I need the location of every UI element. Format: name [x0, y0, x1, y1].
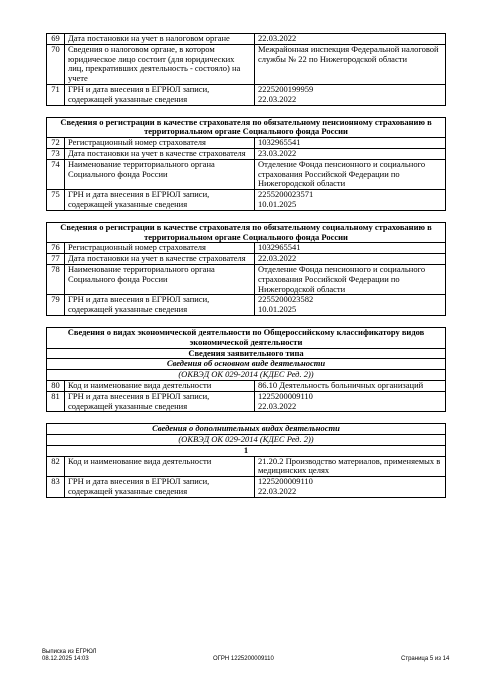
row-number: 81	[47, 391, 65, 412]
row-label: ГРН и дата внесения в ЕГРЮЛ записи, содержащей указанные сведения	[65, 477, 255, 498]
table-row	[47, 264, 446, 294]
row-number: 77	[47, 254, 65, 265]
row-number: 76	[47, 243, 65, 254]
table-row	[47, 380, 446, 391]
footer-date: 08.12.2025 14:03	[42, 656, 89, 662]
okved-additional-index-row	[47, 445, 446, 456]
okved-section-heading: Сведения о видах экономической деятельности по Общероссийскому классификатору видов экономической деятельности	[47, 327, 446, 348]
row-label: Код и наименование вида деятельности	[65, 456, 255, 477]
row-label: Дата постановки на учет в налоговом органе	[65, 34, 255, 45]
row-number: 82	[47, 456, 65, 477]
spacer	[47, 315, 446, 327]
row-value: 2255200023571 10.01.2025	[255, 190, 446, 211]
row-value: 21.20.2 Производство материалов, применяемых в медицинских целях	[255, 456, 446, 477]
table-row	[47, 391, 446, 412]
row-label: Регистрационный номер страхователя	[65, 138, 255, 149]
pension-section-heading-row	[47, 117, 446, 138]
footer-ogrn: ОГРН 1225200009110	[213, 656, 274, 662]
table-row	[47, 295, 446, 316]
spacer	[47, 210, 446, 222]
table-row	[47, 34, 446, 45]
okved-main-title-row	[47, 359, 446, 370]
row-value: Межрайонная инспекция Федеральной налоговой службы № 22 по Нижегородской области	[255, 44, 446, 84]
row-value: 86.10 Деятельность больничных организаций	[255, 380, 446, 391]
table-row	[47, 456, 446, 477]
row-value: 2225200199959 22.03.2022	[255, 84, 446, 105]
okved-additional-title: Сведения о дополнительных видах деятельности	[47, 424, 446, 435]
okved-additional-index: 1	[47, 445, 446, 456]
okved-main-title: Сведения об основном виде деятельности	[47, 359, 446, 370]
row-label: Наименование территориального органа Социального фонда России	[65, 264, 255, 294]
table-row	[47, 159, 446, 189]
row-value: 22.03.2022	[255, 254, 446, 265]
table-row	[47, 138, 446, 149]
row-number: 79	[47, 295, 65, 316]
row-value: Отделение Фонда пенсионного и социального страхования Российской Федерации по Нижегородской области	[255, 159, 446, 189]
footer-doc-title: Выписка из ЕГРЮЛ	[42, 649, 97, 655]
row-label: Дата постановки на учет в качестве страхователя	[65, 254, 255, 265]
row-value: 1032965541	[255, 138, 446, 149]
egrul-extract-table	[46, 33, 446, 498]
row-label: Регистрационный номер страхователя	[65, 243, 255, 254]
row-number: 70	[47, 44, 65, 84]
row-value: 22.03.2022	[255, 34, 446, 45]
table-row	[47, 84, 446, 105]
okved-reg-type-row	[47, 348, 446, 359]
spacer-row	[47, 105, 446, 117]
row-value: 2255200023582 10.01.2025	[255, 295, 446, 316]
row-number: 74	[47, 159, 65, 189]
okved-additional-code-row	[47, 435, 446, 446]
table-row	[47, 148, 446, 159]
row-value: 1225200009110 22.03.2022	[255, 391, 446, 412]
table-row	[47, 477, 446, 498]
row-number: 73	[47, 148, 65, 159]
okved-main-code-row	[47, 370, 446, 381]
okved-additional-code: (ОКВЭД ОК 029-2014 (КДЕС Ред. 2))	[47, 435, 446, 446]
okved-main-code: (ОКВЭД ОК 029-2014 (КДЕС Ред. 2))	[47, 370, 446, 381]
spacer-row	[47, 412, 446, 424]
footer-page-number: Страница 5 из 14	[401, 656, 450, 662]
row-label: ГРН и дата внесения в ЕГРЮЛ записи, содержащей указанные сведения	[65, 84, 255, 105]
row-number: 78	[47, 264, 65, 294]
row-label: Код и наименование вида деятельности	[65, 380, 255, 391]
okved-additional-title-row	[47, 424, 446, 435]
table-row	[47, 44, 446, 84]
social-section-heading-row	[47, 222, 446, 243]
table-row	[47, 254, 446, 265]
spacer	[47, 105, 446, 117]
row-label: ГРН и дата внесения в ЕГРЮЛ записи, содержащей указанные сведения	[65, 391, 255, 412]
table-row	[47, 243, 446, 254]
spacer	[47, 412, 446, 424]
row-number: 75	[47, 190, 65, 211]
okved-reg-type: Сведения заявительного типа	[47, 348, 446, 359]
row-number: 83	[47, 477, 65, 498]
spacer-row	[47, 315, 446, 327]
pension-section-heading: Сведения о регистрации в качестве страхователя по обязательному пенсионному страхованию в территориальном органе Социального фонда России	[47, 117, 446, 138]
footer-left	[42, 649, 96, 663]
row-value: 1032965541	[255, 243, 446, 254]
row-number: 71	[47, 84, 65, 105]
row-value: Отделение Фонда пенсионного и социального страхования Российской Федерации по Нижегородской области	[255, 264, 446, 294]
table-row	[47, 190, 446, 211]
okved-section-heading-row	[47, 327, 446, 348]
row-label: Дата постановки на учет в качестве страхователя	[65, 148, 255, 159]
row-number: 69	[47, 34, 65, 45]
row-number: 72	[47, 138, 65, 149]
row-label: Наименование территориального органа Социального фонда России	[65, 159, 255, 189]
row-value: 1225200009110 22.03.2022	[255, 477, 446, 498]
row-label: ГРН и дата внесения в ЕГРЮЛ записи, содержащей указанные сведения	[65, 295, 255, 316]
row-number: 80	[47, 380, 65, 391]
row-value: 23.03.2022	[255, 148, 446, 159]
social-section-heading: Сведения о регистрации в качестве страхователя по обязательному социальному страхованию в территориальном органе Социального фонда России	[47, 222, 446, 243]
row-label: Сведения о налоговом органе, в котором юридическое лицо состоит (для юридических лиц, прекративших деятельность - состояло) на учете	[65, 44, 255, 84]
spacer-row	[47, 210, 446, 222]
row-label: ГРН и дата внесения в ЕГРЮЛ записи, содержащей указанные сведения	[65, 190, 255, 211]
